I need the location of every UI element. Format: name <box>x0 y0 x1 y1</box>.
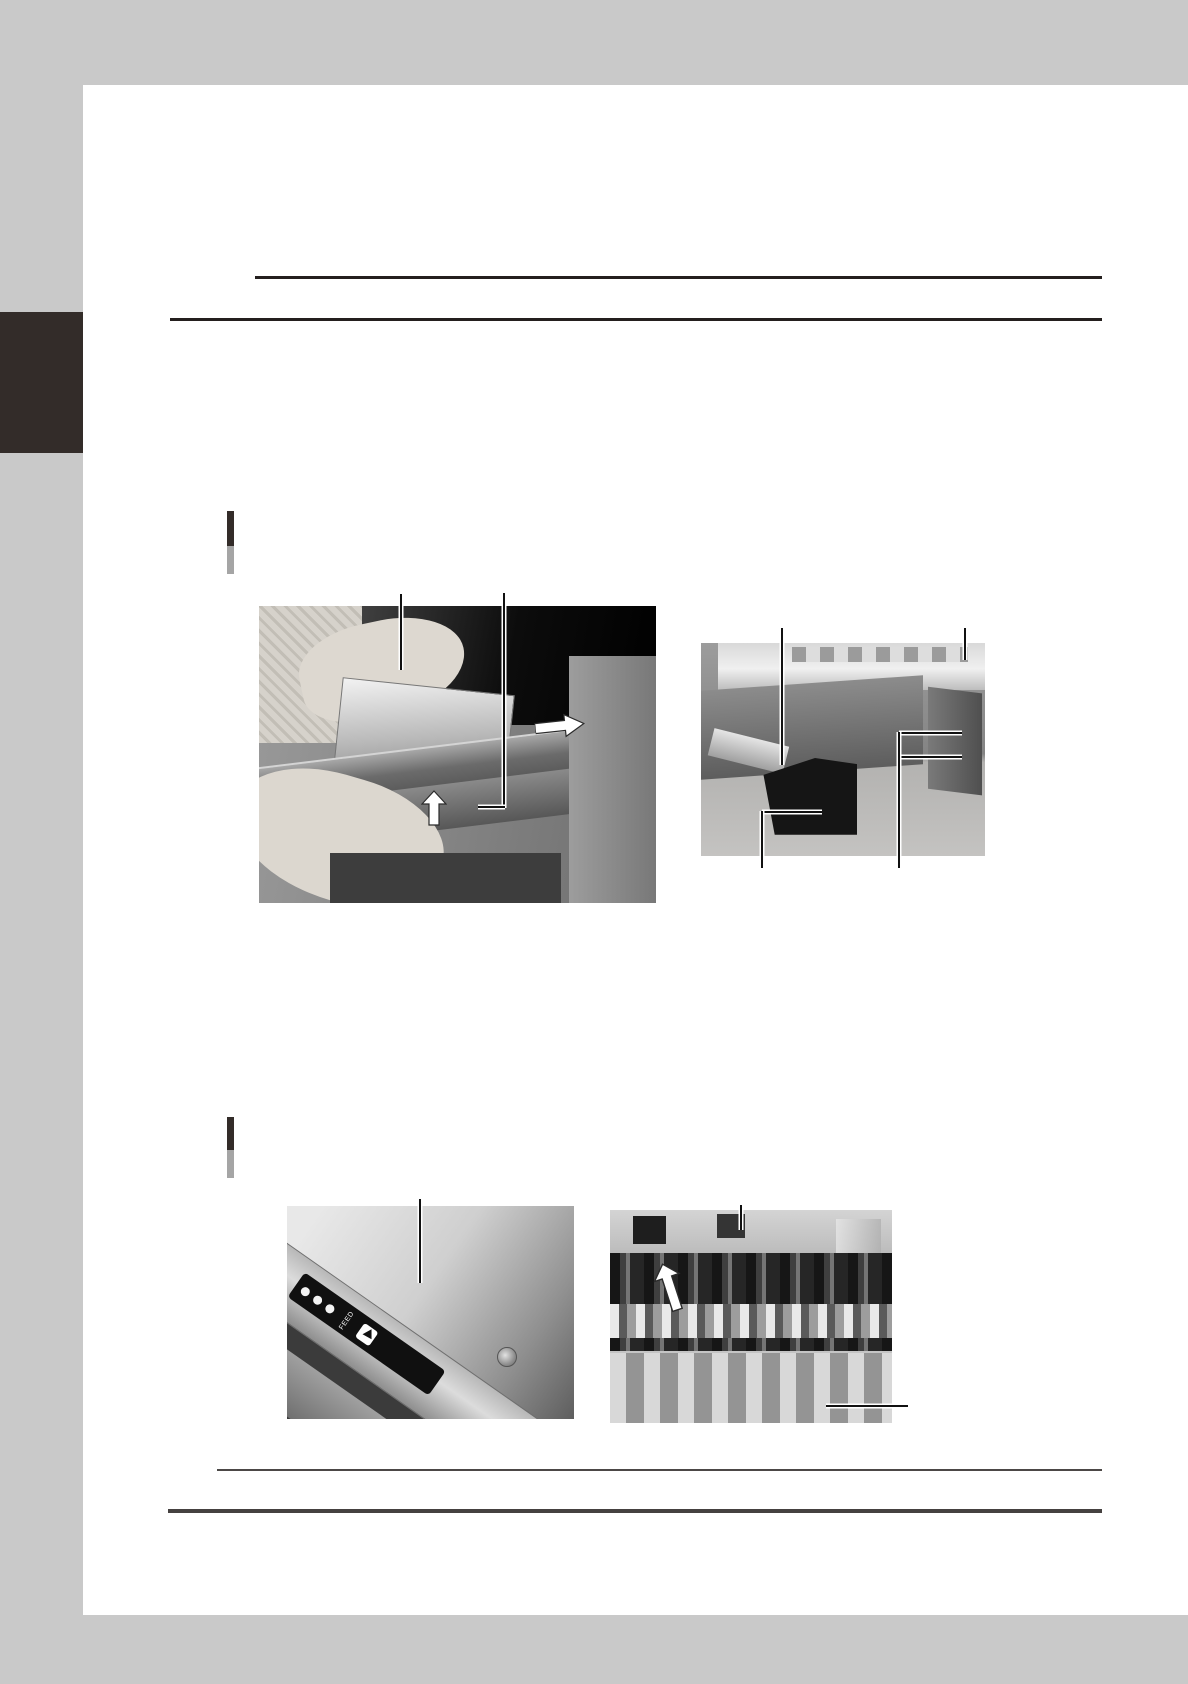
callout-bracket-bottom <box>899 756 962 758</box>
feeder-lanes <box>610 1353 892 1423</box>
callout-line-feeder-slot <box>740 1205 742 1230</box>
led-dot <box>299 1285 312 1298</box>
chapter-tab <box>0 312 83 453</box>
feed-triangle-icon <box>362 1329 371 1339</box>
led-dot <box>311 1293 324 1306</box>
feeder-installation-photo <box>259 606 656 903</box>
section-marker-2-light <box>227 1150 234 1178</box>
section-marker-1-dark <box>227 511 234 546</box>
callout-line-feeder-frame-foot <box>478 806 505 808</box>
feed-button <box>355 1322 379 1346</box>
section-marker-1-light <box>227 546 234 574</box>
callout-line-feeder-lane <box>826 1405 908 1407</box>
feeder-metal-tips <box>610 1304 892 1338</box>
feeder-row-photo <box>610 1210 892 1423</box>
machine-base-shadow <box>330 853 560 903</box>
callout-bracket-stem <box>898 732 900 868</box>
table-deck-detail <box>792 647 968 662</box>
deck-slot <box>633 1216 667 1244</box>
callout-line-feed-button <box>419 1199 421 1283</box>
callout-connector-stem <box>761 811 763 868</box>
callout-connector-arm <box>762 811 822 813</box>
header-rule-thin <box>255 276 1102 279</box>
feed-button-closeup-photo <box>287 1206 574 1419</box>
footer-rule-thick <box>168 1509 1102 1513</box>
led-dot <box>323 1302 336 1315</box>
feeder-table-corner-photo <box>701 643 985 856</box>
feed-key-label: FEED <box>337 1309 356 1331</box>
corner-bracket <box>928 687 982 796</box>
header-rule-thick <box>170 318 1102 321</box>
section-marker-2-dark <box>227 1117 234 1150</box>
footer-rule-thin <box>217 1469 1102 1471</box>
up-arrow-icon <box>421 790 447 826</box>
callout-line-feeder-plate <box>400 594 402 670</box>
callout-line-corner-bracket <box>964 628 966 660</box>
machine-side-panel <box>569 656 656 903</box>
screw <box>497 1347 517 1367</box>
callout-bracket-top <box>899 732 962 734</box>
callout-line-feeder-frame-vertical <box>503 593 505 808</box>
callout-line-table-latch <box>781 628 783 765</box>
